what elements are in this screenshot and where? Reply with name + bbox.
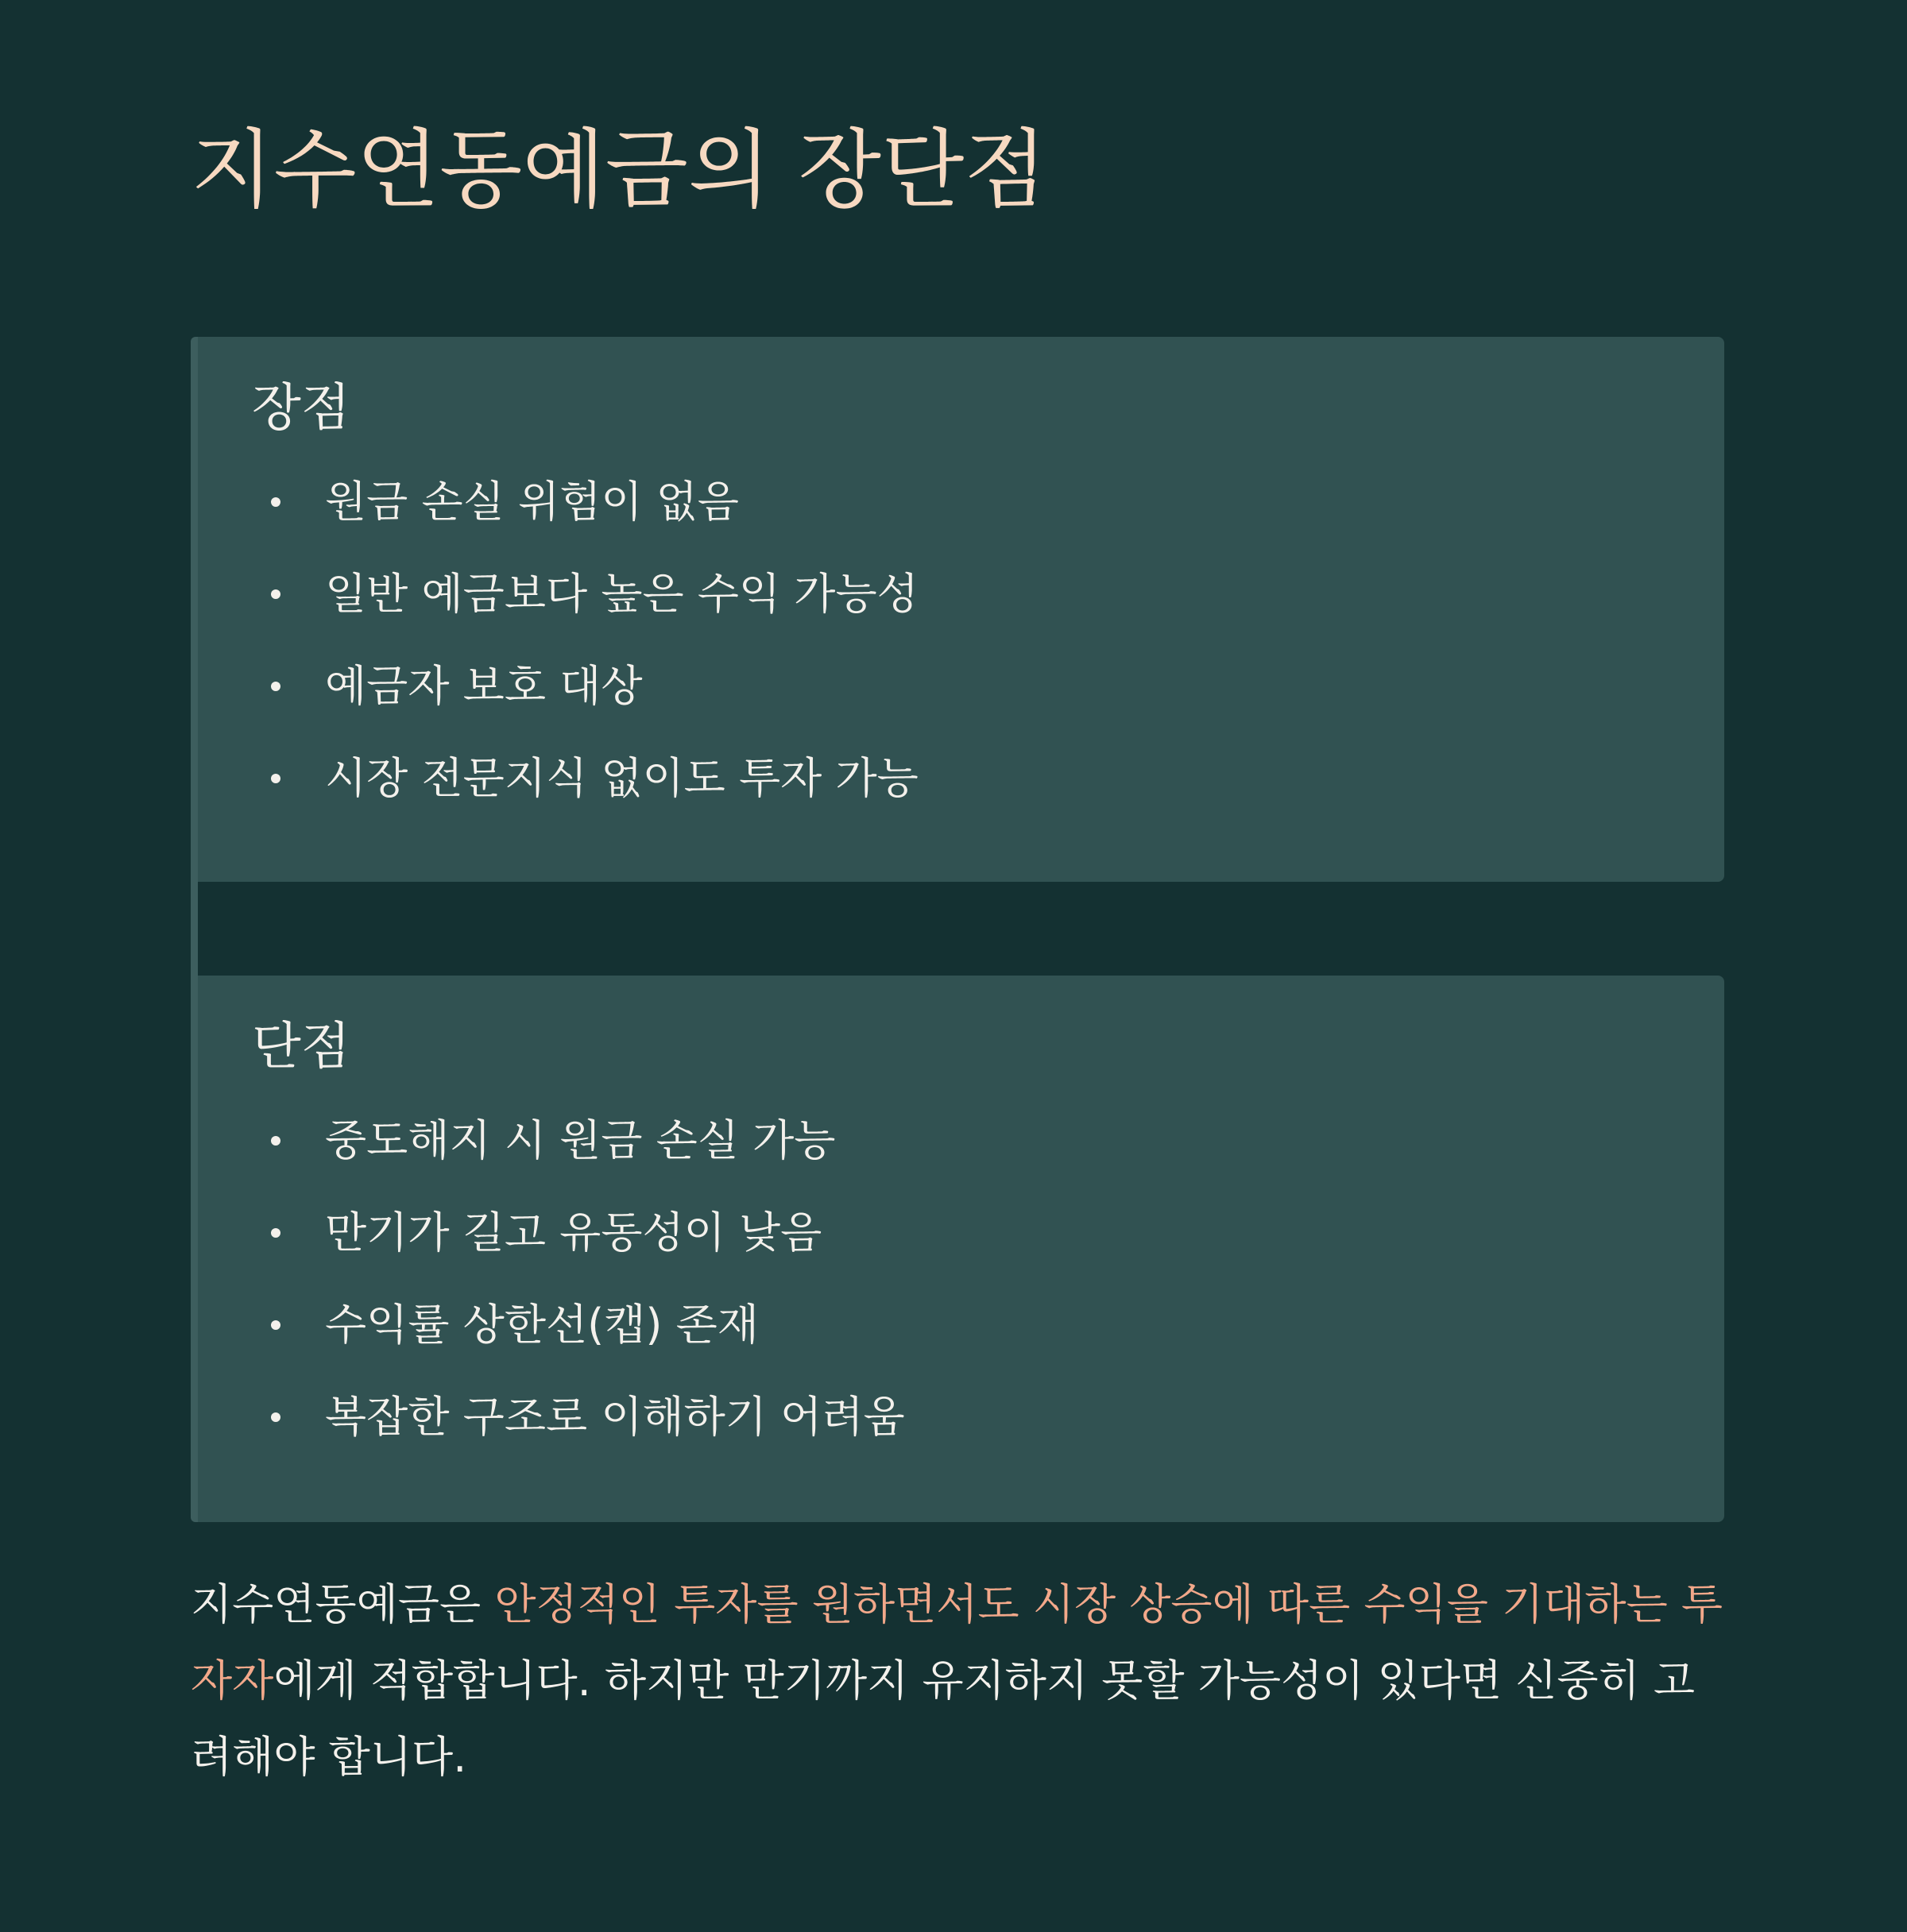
list-item-text: 수익률 상한선(캡) 존재 [325, 1300, 759, 1350]
list-item [198, 478, 919, 570]
pros-list [198, 478, 919, 847]
bullet-icon [271, 1412, 280, 1422]
list-item [198, 1301, 905, 1393]
summary-highlight: 안정적인 투자를 원하면서도 시장 상승에 따른 수익을 기대하는 투자자 [191, 1579, 1723, 1706]
bullet-icon [271, 589, 280, 599]
list-item [198, 1209, 905, 1301]
summary-text: 지수연동예금은 [191, 1579, 495, 1629]
page-title: 지수연동예금의 장단점 [191, 121, 1047, 220]
list-item [198, 1393, 905, 1486]
list-item-text: 중도해지 시 원금 손실 가능 [325, 1115, 836, 1165]
cons-heading: 단점 [252, 1018, 350, 1076]
list-item-text: 원금 손실 위험이 없음 [325, 477, 739, 527]
list-item-text: 예금자 보호 대상 [325, 661, 643, 711]
bullet-icon [271, 1228, 280, 1238]
list-item-text: 만기가 길고 유동성이 낮음 [325, 1208, 822, 1258]
bullet-icon [271, 774, 280, 783]
bullet-icon [271, 682, 280, 691]
summary-paragraph [191, 1567, 1724, 1795]
cons-card [198, 976, 1724, 1522]
bullet-icon [271, 1136, 280, 1146]
bullet-icon [271, 1320, 280, 1330]
bullet-icon [271, 497, 280, 507]
cons-list [198, 1117, 905, 1486]
summary-text-end: 에게 적합합니다. 하지만 만기까지 유지하지 못할 가능성이 있다면 신중히 고려해야 합니다. [191, 1656, 1696, 1782]
list-item [198, 570, 919, 663]
list-item-text: 일반 예금보다 높은 수익 가능성 [325, 569, 919, 619]
list-item [198, 663, 919, 755]
list-item [198, 1117, 905, 1209]
list-item [198, 755, 919, 847]
pros-card [198, 337, 1724, 882]
list-item-text: 복잡한 구조로 이해하기 어려움 [325, 1392, 905, 1442]
pros-heading: 장점 [252, 379, 350, 438]
pros-cons-sections [191, 337, 1731, 1522]
list-item-text: 시장 전문지식 없이도 투자 가능 [325, 753, 919, 803]
